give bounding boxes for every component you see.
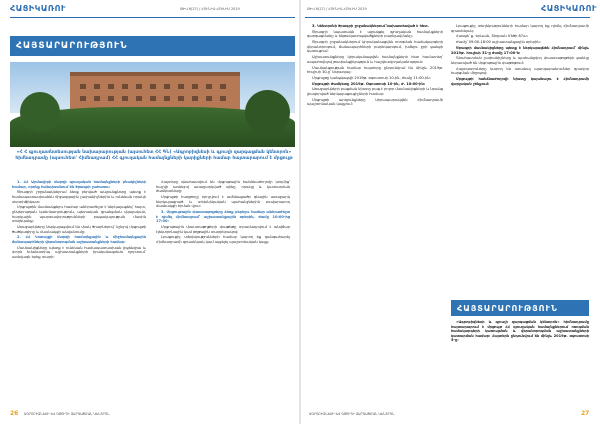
right-page [301,0,600,424]
masthead-logo [541,4,597,18]
paragraph: Գնահատման չափանիշները և պահանջվող փաստաթղթերի ցանկը ներառված են մրցութային փաթեթում: [451,56,589,65]
paragraph: Լրացուցիչ տեղեկությունների համար կարող եք դիմել Հիմնադրամի գրասենյակ: [451,24,589,33]
paragraph: Ծրագրի շրջանակներում կիրականացվեն ոռոգման համակարգերի վերանորոգում, ճանապարհների բարեկարգում, խմելու ջրի ցանցի կառուցում: [307,40,443,54]
top-rule [10,17,295,18]
top-rule [305,17,590,18]
paragraph: Մասնակցության համար հայտերը ընդունվում են մինչև 2019թ. հուլիսի 30-ը՝ ներառյալ: [307,65,443,75]
building-photo [10,62,295,147]
date-title: Մրցույթի ժամկետը 2019թ. Օգոստոսի 10-ին, ժ. 10:00-ին: [312,81,426,86]
paragraph: Մրցույթի հաղթողը որոշվում է ամենացածր գնային առաջարկ ներկայացրած և տեխնիկական պահանջներին բավարարող մասնակցի հիման վրա: [156,194,290,209]
footer: ԱԳՐՈԲԻԶՆԵՍԻ ԵՎ ԳՅՈՒՂԻ ԶԱՐԳԱՑՄԱՆ ԿԵՆՏՐՈՆ [309,412,395,416]
left-column-1 [12,180,146,261]
paragraph: Լրացուցիչ տեղեկությունների համար կարող եք զանգահարել Հիմնադրամի գրասենյակ կամ այցելել պաշտոնական կայք: [156,235,290,244]
issue-line: ԹԻՎ 6(27) / ՀՈՒՆԻՍ-ՀՈՒԼԻՍ 2019 [180,7,240,11]
paragraph: Մրցույթը կանցկացվի 2019թ. օգոստոսի 10-ին, ժամը 11:00-ին: [312,75,431,80]
headline: «Հ Հ գյուղատնտեսության նախարարության (այսուհետ ՀՀ ԳՆ) «Ագրոբիզնեսի և գյուղի զարգացման կենտրոն» հիմնադրամը (այսուհետ՝ Հիմնադրամ) ՀՀ գյուղական համայնքների կարիքների համար հայտարարում է մրցույթ [15,150,293,161]
paragraph: Ժամը՝ 09:00-18:00 աշխատանքային օրերին: [456,40,541,45]
paragraph: Հայտատուները կարող են ստանալ պարզաբանումներ գրավոր հարցման միջոցով: [451,66,589,76]
deadline-paragraph: Ծրագրի մասնակիցները պետք է ներկայացնեն Հիմնադրամ՝ մինչև 2019թ. հուլիսի 31-ը ժամը 17:00-ն: [451,45,589,55]
logo-accent: ԿԱՌՈՒ [34,4,67,13]
paragraph: 2. ՀՀ Կոտայքի մարզի համայնքային և միջհամայնքային ճանապարհների վերանորոգման աշխատանքների համար: [12,235,146,244]
contact-paragraph: Մրցույթի հանձնաժողովի նիստը կայանալու է Հիմնադրամի վարչական շենքում: [451,77,589,86]
paragraph: Առաջարկները ներկայացվում են փակ ծրարներով՝ նշելով մրցույթի ծածկագիրը և մասնակցի անվանումը: [12,224,146,234]
paragraph: Հայտերը գնահատվում են մրցութային հանձնաժողովի կողմից՝ հաշվի առնելով առաջարկված գինը, որակը և կատարման ժամկետները: [156,180,290,194]
announcement-text: «Ագրոբիզնեսի և գյուղի զարգացման կենտրոն» հիմնադրամը հայտարարում է մրցույթ ՀՀ գյուղական համայնքներում ոռոգման համակարգերի կառուցման և վերանորոգման աշխատանքների կատարման համար: Հայտերն ընդունվում են մինչև 2019թ. օգոստոսի 5-ը: [451,320,589,343]
left-column-2 [156,180,290,246]
right-column-1 [307,24,443,108]
paragraph: Մրցույթին մասնակցելու համար անհրաժեշտ է ներկայացնել՝ հայտ, ընկերության կանոնադրություն, պետական գրանցման վկայական, հարկային պարտավորությունների բացակայության մասին տեղեկանք: [12,205,146,224]
right-column-2 [451,24,589,87]
logo-main: ՀԱՑԻ [541,4,566,13]
paragraph: Մասնակիցները պետք է ունենան համապատասխան լիցենզիա և փորձ նմանատիպ աշխատանքների իրականացման ոլորտում՝ առնվազն երեք տարի: [12,245,146,259]
footer: ԱԳՐՈԲԻԶՆԵՍԻ ԵՎ ԳՅՈՒՂԻ ԶԱՐԳԱՑՄԱՆ ԿԵՆՏՐՈՆ [24,412,110,416]
right-announcement-text [451,320,589,344]
section-title: 3. Կենտրոնի ծրագրի շրջանակներում նախատեսված է հետ. [312,24,429,28]
paragraph: Մրցութային փաստաթղթերի փաթեթը տրամադրվում է անվճար էլեկտրոնային կամ թղթային տարբերակով: [156,224,290,234]
page-number: 26 [10,410,19,417]
issue-line: ԹԻՎ 6(27) / ՀՈՒՆԻՍ-ՀՈՒԼԻՍ 2019 [307,7,367,11]
paragraph: Աշխատանքները կիրականացվեն համայնքների հետ համատեղ՝ ապահովելով թափանցիկություն և հաշվետվողականություն: [307,55,443,64]
page-number: 27 [581,410,590,417]
paragraph: Հասցե՝ ք. Երևան, Տիգրան Մեծի 67ա: [456,34,528,39]
masthead-logo [10,4,66,18]
paragraph: Առաջարկների բացման նիստը բաց է բոլոր մասնակիցների և նրանց լիազորված ներկայացուցիչների համար: [307,87,443,97]
logo-main: ՀԱՑԻ [10,4,35,13]
left-page [0,0,299,424]
paragraph: Ծրագրի նպատակն է աջակցել գյուղական համայնքների զարգացմանը և ենթակառուցվածքների բարելավմանը: [307,29,443,39]
logo-accent: ԿԱՌՈՒ [565,4,598,13]
paragraph: 3. Մրցույթային փաստաթղթերը ձեռք բերելու համար անհրաժեշտ է դիմել Հիմնադրամ՝ աշխատանքային օրերին, ժամը 10:00-ից 17:00: [156,209,290,224]
announcement-banner: ՀԱՅՏԱՐԱՐՈՒԹՅՈՒՆ [451,300,589,316]
paragraph: 1. ՀՀ Արմավիրի մարզի գյուղական համայնքների բնակիչների համար, որոնք հանդիսանում են ծրագրի շահառու: [12,180,146,189]
paragraph: Ծրագրի շրջանակներում ձեռք բերված ապրանքները պետք է համապատասխանեն միջազգային չափանիշներին և ունենան որակի սերտիֆիկատ: [12,190,146,204]
announcement-banner: ՀԱՅՏԱՐԱՐՈՒԹՅՈՒՆ [10,36,295,56]
paragraph: Մրցույթի արդյունքները կհրապարակվեն Հիմնադրամի պաշտոնական կայքում: [307,97,443,107]
